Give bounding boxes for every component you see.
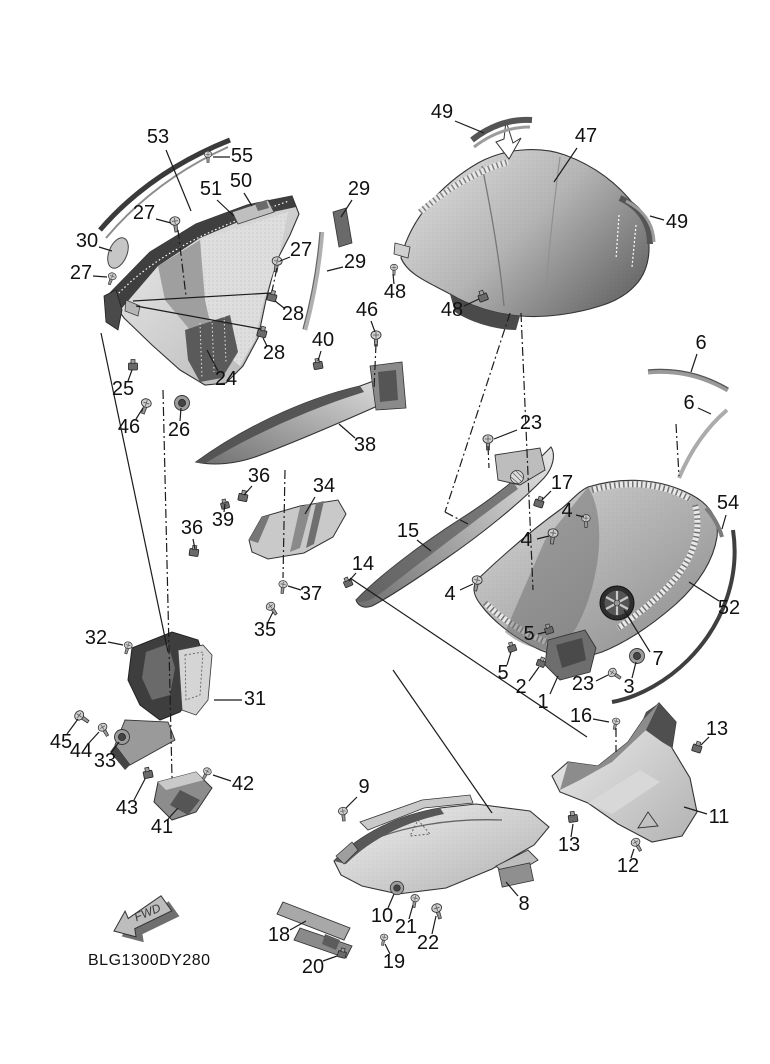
leader-line bbox=[213, 775, 231, 781]
clip-43 bbox=[142, 767, 153, 779]
leader-line bbox=[327, 267, 343, 271]
part-label-37[interactable]: 37 bbox=[299, 583, 323, 606]
part-label-54[interactable]: 54 bbox=[716, 492, 740, 515]
leader-line bbox=[455, 121, 484, 133]
part-label-34[interactable]: 34 bbox=[312, 475, 336, 498]
wheel-emblem-7 bbox=[600, 586, 634, 620]
grommet-3 bbox=[630, 649, 645, 664]
screw-27-a bbox=[169, 216, 181, 232]
part-label-4[interactable]: 4 bbox=[444, 583, 456, 606]
part-label-6[interactable]: 6 bbox=[695, 332, 707, 355]
leader-line bbox=[323, 956, 337, 961]
part-label-41[interactable]: 41 bbox=[150, 816, 174, 839]
part-label-20[interactable]: 20 bbox=[301, 956, 325, 979]
part-label-29[interactable]: 29 bbox=[347, 178, 371, 201]
leader-line bbox=[596, 675, 608, 681]
clip-13-low bbox=[568, 811, 578, 823]
part-label-27[interactable]: 27 bbox=[69, 262, 93, 285]
screw-55 bbox=[204, 151, 212, 162]
part-label-3[interactable]: 3 bbox=[623, 676, 635, 699]
part-label-49[interactable]: 49 bbox=[430, 101, 454, 124]
part-label-46[interactable]: 46 bbox=[117, 416, 141, 439]
part-label-44[interactable]: 44 bbox=[69, 740, 93, 763]
construction-line bbox=[445, 313, 510, 512]
part-label-15[interactable]: 15 bbox=[396, 520, 420, 543]
screw-46-mid bbox=[371, 331, 381, 346]
part-label-32[interactable]: 32 bbox=[84, 627, 108, 650]
leader-line bbox=[156, 219, 171, 223]
part-label-13[interactable]: 13 bbox=[705, 718, 729, 741]
screw-12 bbox=[630, 837, 645, 853]
part-label-10[interactable]: 10 bbox=[370, 905, 394, 928]
part-label-50[interactable]: 50 bbox=[229, 170, 253, 193]
part-label-29[interactable]: 29 bbox=[343, 251, 367, 274]
part-label-27[interactable]: 27 bbox=[289, 239, 313, 262]
leader-line bbox=[346, 797, 357, 808]
leader-line bbox=[650, 216, 664, 220]
part-label-22[interactable]: 22 bbox=[416, 932, 440, 955]
leader-line bbox=[722, 515, 726, 529]
part-label-24[interactable]: 24 bbox=[214, 368, 238, 391]
part-label-48[interactable]: 48 bbox=[383, 281, 407, 304]
part-label-36[interactable]: 36 bbox=[247, 465, 271, 488]
screw-37 bbox=[278, 580, 288, 594]
part-label-30[interactable]: 30 bbox=[75, 230, 99, 253]
screw-19 bbox=[379, 933, 389, 946]
part-label-33[interactable]: 33 bbox=[93, 750, 117, 773]
part-label-49[interactable]: 49 bbox=[665, 211, 689, 234]
part-label-19[interactable]: 19 bbox=[382, 951, 406, 974]
part-label-23[interactable]: 23 bbox=[519, 412, 543, 435]
leader-line bbox=[318, 351, 321, 361]
clip-25 bbox=[129, 360, 138, 371]
part-label-26[interactable]: 26 bbox=[167, 419, 191, 442]
grommet-33 bbox=[115, 730, 130, 745]
part-label-4[interactable]: 4 bbox=[520, 529, 532, 552]
grommet-10 bbox=[390, 881, 404, 895]
construction-line bbox=[676, 424, 679, 476]
leader-line bbox=[494, 430, 517, 439]
part-label-42[interactable]: 42 bbox=[231, 773, 255, 796]
leader-line bbox=[93, 276, 107, 277]
screw-48-a bbox=[390, 264, 397, 275]
part-label-38[interactable]: 38 bbox=[353, 434, 377, 457]
strip-6-top bbox=[648, 369, 728, 390]
leader-line bbox=[339, 424, 355, 438]
leader-line bbox=[550, 676, 558, 694]
screw-27-c bbox=[106, 272, 118, 286]
leader-line bbox=[691, 354, 697, 372]
part-label-7[interactable]: 7 bbox=[652, 648, 664, 671]
leader-line bbox=[244, 193, 252, 206]
bracket-34 bbox=[249, 500, 346, 559]
leader-line bbox=[698, 408, 711, 414]
construction-line bbox=[163, 390, 172, 778]
leader-line bbox=[529, 667, 539, 681]
part-label-35[interactable]: 35 bbox=[253, 619, 277, 642]
diagram-code: BLG1300DY280 bbox=[88, 952, 211, 969]
fwd-arrow-label: FWD bbox=[132, 900, 163, 925]
screw-21 bbox=[410, 894, 420, 908]
part-label-5[interactable]: 5 bbox=[497, 662, 509, 685]
part-label-12[interactable]: 12 bbox=[616, 855, 640, 878]
part-label-46[interactable]: 46 bbox=[355, 299, 379, 322]
clip-5-b bbox=[506, 641, 517, 652]
part-label-43[interactable]: 43 bbox=[115, 797, 139, 820]
clip-40 bbox=[312, 358, 323, 370]
part-label-17[interactable]: 17 bbox=[550, 472, 574, 495]
part-label-2[interactable]: 2 bbox=[515, 676, 527, 699]
clip-17 bbox=[533, 495, 545, 508]
part-label-47[interactable]: 47 bbox=[574, 125, 598, 148]
screw-45 bbox=[73, 709, 91, 726]
screw-22 bbox=[431, 903, 445, 921]
fwd-arrow bbox=[109, 892, 184, 951]
mirror-disc-30 bbox=[104, 235, 133, 271]
part-label-40[interactable]: 40 bbox=[311, 329, 335, 352]
part-label-8[interactable]: 8 bbox=[518, 893, 530, 916]
part-label-5[interactable]: 5 bbox=[523, 623, 535, 646]
part-label-21[interactable]: 21 bbox=[394, 916, 418, 939]
part-label-23[interactable]: 23 bbox=[571, 673, 595, 696]
tank-cover-47 bbox=[394, 121, 649, 330]
screw-9 bbox=[338, 807, 348, 822]
part-label-28[interactable]: 28 bbox=[262, 342, 286, 365]
part-label-55[interactable]: 55 bbox=[230, 145, 254, 168]
part-label-45[interactable]: 45 bbox=[49, 731, 73, 754]
part-label-25[interactable]: 25 bbox=[111, 378, 135, 401]
part-label-51[interactable]: 51 bbox=[199, 178, 223, 201]
part-label-28[interactable]: 28 bbox=[281, 303, 305, 326]
screw-23-low bbox=[607, 667, 623, 682]
part-label-27[interactable]: 27 bbox=[132, 202, 156, 225]
part-label-9[interactable]: 9 bbox=[358, 776, 370, 799]
part-label-18[interactable]: 18 bbox=[267, 924, 291, 947]
leader-line bbox=[593, 719, 609, 722]
part-label-4[interactable]: 4 bbox=[561, 500, 573, 523]
leader-line bbox=[689, 582, 719, 601]
part-label-39[interactable]: 39 bbox=[211, 509, 235, 532]
part-label-1[interactable]: 1 bbox=[537, 691, 549, 714]
part-label-52[interactable]: 52 bbox=[717, 597, 741, 620]
part-label-36[interactable]: 36 bbox=[180, 517, 204, 540]
panel-8 bbox=[334, 795, 549, 894]
clip-13-right bbox=[691, 740, 703, 753]
leader-line bbox=[393, 670, 492, 813]
part-label-48[interactable]: 48 bbox=[440, 299, 464, 322]
part-label-11[interactable]: 11 bbox=[708, 806, 730, 829]
part-label-13[interactable]: 13 bbox=[557, 834, 581, 857]
part-label-31[interactable]: 31 bbox=[243, 688, 267, 711]
part-label-6[interactable]: 6 bbox=[683, 392, 695, 415]
part-label-53[interactable]: 53 bbox=[146, 126, 170, 149]
leader-line bbox=[460, 584, 473, 590]
part-label-14[interactable]: 14 bbox=[351, 553, 375, 576]
leader-line bbox=[108, 642, 123, 645]
strip-6-side bbox=[679, 410, 727, 478]
leader-line bbox=[542, 491, 551, 500]
grommet-26 bbox=[175, 396, 190, 411]
leader-line bbox=[371, 321, 375, 332]
screw-44 bbox=[97, 722, 112, 738]
part-label-16[interactable]: 16 bbox=[569, 705, 593, 728]
